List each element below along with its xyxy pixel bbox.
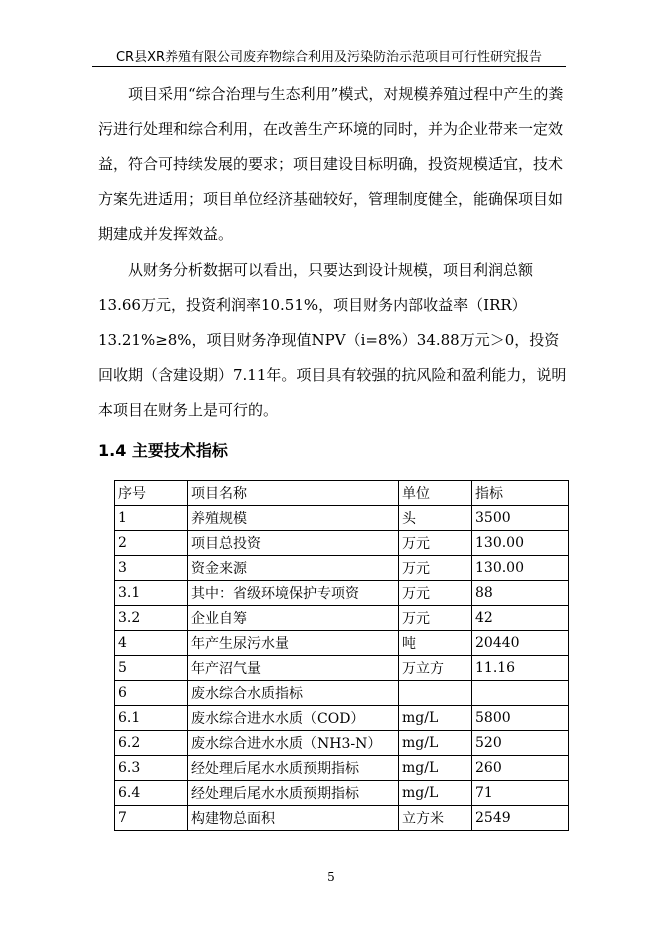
table-cell: 260: [472, 756, 569, 781]
column-header: 指标: [472, 481, 569, 506]
table-cell: 520: [472, 731, 569, 756]
table-cell: 71: [472, 781, 569, 806]
table-cell: 经处理后尾水水质预期指标: [188, 756, 399, 781]
table-cell: 万元: [399, 531, 472, 556]
table-cell: 2549: [472, 806, 569, 831]
table-cell: 养殖规模: [188, 506, 399, 531]
table-row: [115, 531, 569, 556]
table-row: [115, 731, 569, 756]
table-cell: 废水综合进水水质（COD）: [188, 706, 399, 731]
table-cell: 3500: [472, 506, 569, 531]
table-cell: 1: [115, 506, 188, 531]
table-cell: 头: [399, 506, 472, 531]
table-cell: 万元: [399, 556, 472, 581]
table-cell: 构建物总面积: [188, 806, 399, 831]
table-cell: 3: [115, 556, 188, 581]
table-cell: mg/L: [399, 731, 472, 756]
table-row: [115, 756, 569, 781]
table-cell: 6: [115, 681, 188, 706]
running-header: CR县XR养殖有限公司废弃物综合利用及污染防治示范项目可行性研究报告: [115, 50, 543, 65]
column-header: 单位: [399, 481, 472, 506]
table-cell: mg/L: [399, 781, 472, 806]
table-cell: 废水综合水质指标: [188, 681, 399, 706]
section-heading: 1.4 主要技术指标: [98, 441, 228, 460]
table-cell: 20440: [472, 631, 569, 656]
table-cell: 6.4: [115, 781, 188, 806]
table-cell: 2: [115, 531, 188, 556]
table-cell: 88: [472, 581, 569, 606]
table-cell: 项目总投资: [188, 531, 399, 556]
table-cell: 3.2: [115, 606, 188, 631]
table-cell: 年产生尿污水量: [188, 631, 399, 656]
table-row: [115, 631, 569, 656]
table-cell: 立方米: [399, 806, 472, 831]
table-cell: 6.3: [115, 756, 188, 781]
table-cell: 4: [115, 631, 188, 656]
table-cell: 130.00: [472, 531, 569, 556]
page-number: 5: [327, 870, 335, 884]
table-cell: 6.1: [115, 706, 188, 731]
table-row: [115, 781, 569, 806]
table-cell: 年产沼气量: [188, 656, 399, 681]
table-cell: 经处理后尾水水质预期指标: [188, 781, 399, 806]
body-paragraph-2: 从财务分析数据可以看出，只要达到设计规模，项目利润总额13.66万元，投资利润率10.51%，项目财务内部收益率（IRR）13.21%≥8%，项目财务净现值NPV（i=8%）34.88万元＞0，投资回收期（含建设期）7.11年。项目具有较强的抗风险和盈利能力，说明本项目在财务上是可行的。: [98, 261, 567, 419]
column-header: 序号: [115, 481, 188, 506]
table-row: [115, 581, 569, 606]
table-row: [115, 556, 569, 581]
table-cell: 5800: [472, 706, 569, 731]
table-cell: 万元: [399, 581, 472, 606]
table-cell: 废水综合进水水质（NH3-N）: [188, 731, 399, 756]
table-cell: [399, 681, 472, 706]
table-cell: mg/L: [399, 756, 472, 781]
table-row: [115, 506, 569, 531]
table-row: [115, 681, 569, 706]
table-cell: 万立方: [399, 656, 472, 681]
table-cell: 万元: [399, 606, 472, 631]
table-row: [115, 656, 569, 681]
table-cell: 3.1: [115, 581, 188, 606]
body-paragraph-1: 项目采用“综合治理与生态利用”模式，对规模养殖过程中产生的粪污进行处理和综合利用，在改善生产环境的同时，并为企业带来一定效益，符合可持续发展的要求；项目建设目标明确，投资规模适宜，技术方案先进适用；项目单位经济基础较好，管理制度健全，能确保项目如期建成并发挥效益。: [98, 85, 564, 243]
table-header-row: [115, 481, 569, 506]
table-row: [115, 706, 569, 731]
header-rule: [92, 66, 566, 67]
table-cell: mg/L: [399, 706, 472, 731]
table-cell: 5: [115, 656, 188, 681]
table-cell: 130.00: [472, 556, 569, 581]
table-row: [115, 806, 569, 831]
table-cell: 资金来源: [188, 556, 399, 581]
technical-indicators-table: [114, 480, 569, 831]
table-cell: 6.2: [115, 731, 188, 756]
table-cell: 吨: [399, 631, 472, 656]
column-header: 项目名称: [188, 481, 399, 506]
table-cell: 11.16: [472, 656, 569, 681]
table-cell: 42: [472, 606, 569, 631]
table-cell: 企业自筹: [188, 606, 399, 631]
table-cell: 7: [115, 806, 188, 831]
table-row: [115, 606, 569, 631]
table-cell: [472, 681, 569, 706]
table-cell: 其中：省级环境保护专项资: [188, 581, 399, 606]
